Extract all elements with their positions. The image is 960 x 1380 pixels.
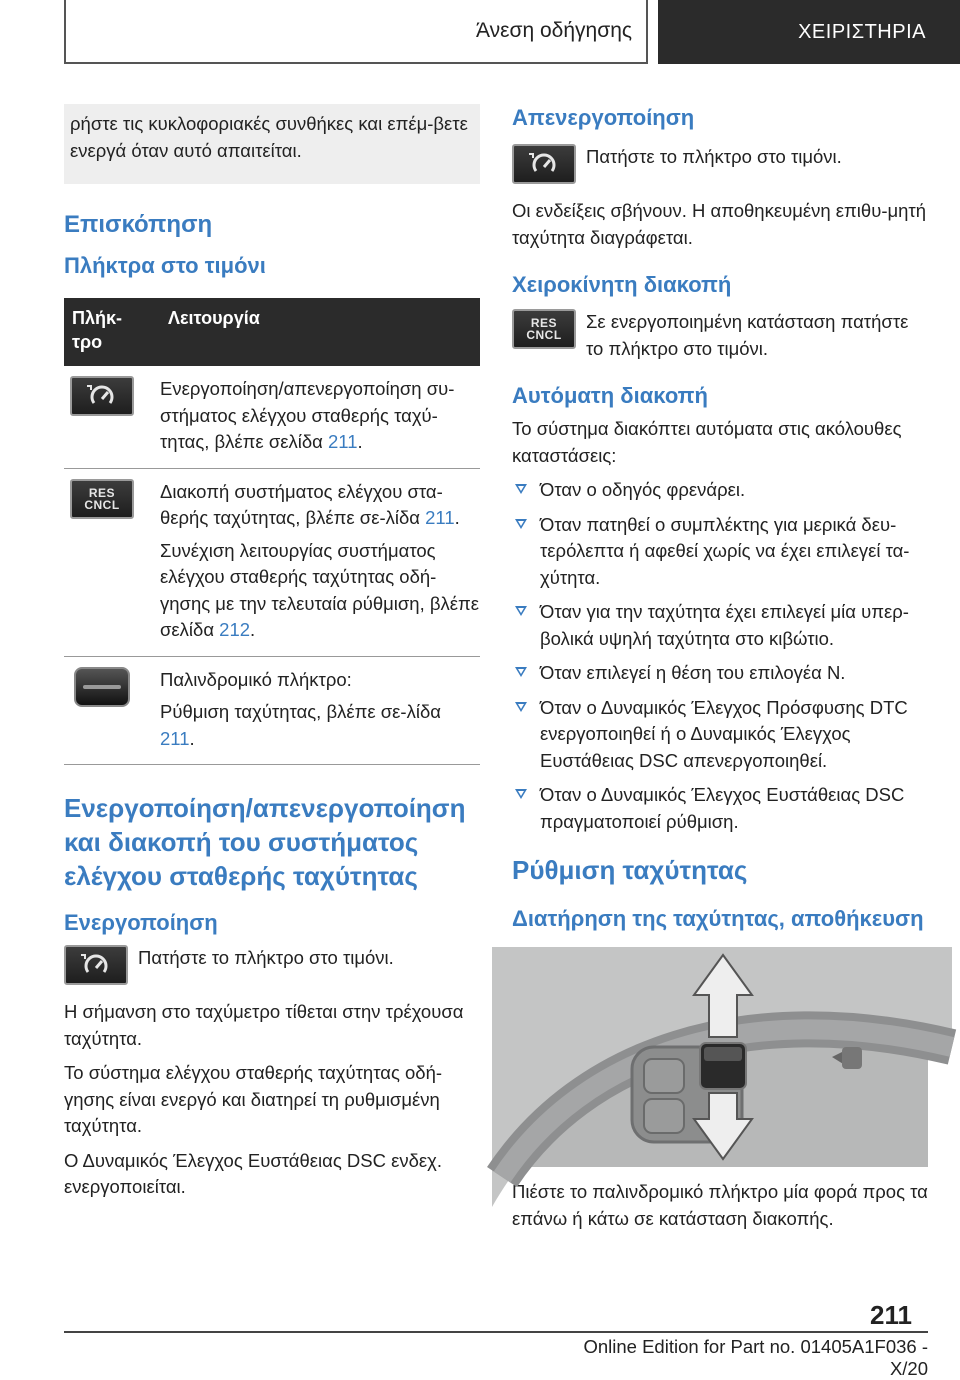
row3-text2: Ρύθμιση ταχύτητας, βλέπε σε-λίδα	[160, 701, 441, 722]
overview-heading: Επισκόπηση	[64, 211, 213, 238]
table-header-row	[64, 298, 480, 366]
list-item	[512, 782, 928, 835]
cncl-label: CNCL	[84, 497, 120, 512]
list-item	[512, 660, 928, 687]
manual-interrupt-instruction	[512, 309, 928, 362]
automatic-interrupt-intro: Το σύστημα διακόπτει αυτόματα στις ακόλουθες καταστάσεις:	[512, 418, 902, 466]
table-cell-key	[64, 366, 160, 468]
activation-icon-text: Πατήστε το πλήκτρο στο τιμόνι.	[138, 947, 394, 968]
steering-wheel-photo	[512, 947, 928, 1167]
row2-text1: Διακοπή συστήματος ελέγχου στα-θερής ταχύτητας, βλέπε σε-λίδα	[160, 480, 443, 528]
on-off-heading: Ενεργοποίηση/απενεργοποίηση και διακοπή του συστήματος ελέγχου σταθερής ταχύτητας	[64, 793, 466, 891]
list-item-text: Όταν επιλεγεί η θέση του επιλογέα N.	[540, 662, 846, 683]
cruise-control-key-icon	[64, 945, 128, 985]
res-cncl-key-icon	[70, 479, 134, 519]
rocker-switch-key-icon	[74, 667, 130, 707]
header-section-title: Άνεση οδήγησης	[476, 19, 632, 42]
res-label: RES	[530, 316, 558, 330]
activation-paragraph-3: Ο Δυναμικός Έλεγχος Ευστάθειας DSC ενδεχ. ενεργοποιείται.	[64, 1149, 442, 1197]
automatic-interrupt-heading: Αυτόματη διακοπή	[512, 383, 708, 408]
res-cncl-key-icon	[512, 309, 576, 349]
function-table	[64, 298, 480, 765]
row3-end2: .	[189, 727, 195, 749]
table-cell-key	[64, 468, 160, 656]
row2-end1: .	[454, 507, 460, 528]
list-item-text: Όταν ο οδηγός φρενάρει.	[540, 479, 746, 500]
cruise-control-key-icon	[512, 144, 576, 184]
list-item-text: Όταν ο Δυναμικός Έλεγχος Ευστάθειας DSC πραγματοποιεί ρύθμιση.	[540, 784, 905, 832]
deactivation-heading: Απενεργοποίηση	[512, 105, 695, 130]
list-item	[512, 599, 928, 652]
table-cell-function	[160, 468, 480, 656]
page-link[interactable]: 211	[160, 727, 190, 749]
page-number: 211	[870, 1300, 912, 1330]
bullet-triangle-icon	[515, 789, 527, 799]
cncl-label: CNCL	[526, 328, 562, 342]
activation-heading: Ενεργοποίηση	[64, 910, 218, 935]
row1-end: .	[357, 431, 363, 452]
list-item-text: Όταν ο Δυναμικός Έλεγχος Πρόσφυσης DTC ενεργοποιηθεί ή ο Δυναμικός Έλεγχος Ευστάθειας DSC απενεργοποιηθεί.	[540, 696, 908, 771]
list-item	[512, 477, 928, 504]
table-row	[64, 656, 480, 765]
bullet-triangle-icon	[515, 484, 527, 494]
deactivation-paragraph: Οι ενδείξεις σβήνουν. Η αποθηκευμένη επιθυ-μητή ταχύτητα διαγράφεται.	[512, 200, 927, 248]
note-text: ρήστε τις κυκλοφοριακές συνθήκες και επέμ-βετε ενεργά όταν αυτό απαιτείται.	[70, 113, 468, 161]
list-item	[512, 512, 928, 592]
right-column	[512, 104, 928, 1232]
table-cell-key	[64, 656, 160, 765]
table-cell-function	[160, 656, 480, 765]
bullet-triangle-icon	[515, 606, 527, 616]
table-row	[64, 468, 480, 656]
table-header-key: Πλήκ-τρο	[64, 298, 160, 366]
row1-text: Ενεργοποίηση/απενεργοποίηση συ-στήματος ελέγχου σταθερής ταχύ-τητας, βλέπε σελίδα	[160, 378, 455, 452]
res-label: RES	[88, 485, 116, 500]
page-link[interactable]: 211	[425, 507, 455, 528]
steering-wheel-illustration-icon	[512, 947, 928, 1167]
bullet-triangle-icon	[515, 519, 527, 529]
footer-divider	[64, 1331, 928, 1333]
left-column	[64, 104, 480, 1201]
row2-text2: Συνέχιση λειτουργίας συστήματος ελέγχου σταθερής ταχύτητας οδή-γησης με την τελευταία ρύθμιση, βλέπε σελίδα	[160, 539, 480, 640]
note-box	[64, 104, 480, 184]
deactivation-icon-text: Πατήστε το πλήκτρο στο τιμόνι.	[586, 146, 842, 167]
table-cell-function	[160, 366, 480, 468]
list-item-text: Όταν πατηθεί ο συμπλέκτης για μερικά δευ-τερόλεπτα ή αφεθεί χωρίς να έχει επιλεγεί τα-χύτητα.	[540, 513, 910, 588]
manual-interrupt-heading: Χειροκίνητη διακοπή	[512, 272, 732, 297]
row3-text1: Παλινδρομικό πλήκτρο:	[160, 668, 352, 690]
automatic-interrupt-list	[512, 477, 928, 835]
activation-instruction	[64, 945, 480, 985]
table-header-function: Λειτουργία	[160, 298, 480, 366]
speed-setting-heading: Ρύθμιση ταχύτητας	[512, 855, 748, 885]
activation-paragraph-2: Το σύστημα ελέγχου σταθερής ταχύτητας οδή-γησης είναι ενεργό και διατηρεί τη ρυθμισμένη ταχύτητα.	[64, 1062, 443, 1136]
table-row	[64, 366, 480, 468]
header-section-tab	[64, 0, 648, 64]
bullet-triangle-icon	[515, 702, 527, 712]
hold-speed-heading: Διατήρηση της ταχύτητας, αποθήκευση	[512, 906, 924, 931]
deactivation-instruction	[512, 144, 928, 184]
page-link[interactable]: 212	[219, 619, 251, 640]
photo-caption: Πιέστε το παλινδρομικό πλήκτρο μία φορά προς τα επάνω ή κάτω σε κατάσταση διακοπής.	[512, 1181, 928, 1229]
header-chapter-tab	[658, 0, 960, 64]
activation-paragraph-1: Η σήμανση στο ταχύμετρο τίθεται στην τρέχουσα ταχύτητα.	[64, 1001, 464, 1049]
steering-buttons-heading: Πλήκτρα στο τιμόνι	[64, 253, 266, 278]
cruise-control-key-icon	[70, 376, 134, 416]
bullet-triangle-icon	[515, 667, 527, 677]
list-item-text: Όταν για την ταχύτητα έχει επιλεγεί μία υπερ-βολικά υψηλή ταχύτητα στο κιβώτιο.	[540, 601, 909, 649]
list-item	[512, 695, 928, 775]
manual-interrupt-text: Σε ενεργοποιημένη κατάσταση πατήστε το πλήκτρο στο τιμόνι.	[586, 311, 909, 359]
footer-edition: Online Edition for Part no. 01405A1F036 - X/20	[583, 1336, 928, 1379]
page-link[interactable]: 211	[327, 431, 358, 452]
header-chapter-title: ΧΕΙΡΙΣΤΗΡΙΑ	[798, 20, 926, 43]
row2-end2: .	[250, 619, 256, 640]
